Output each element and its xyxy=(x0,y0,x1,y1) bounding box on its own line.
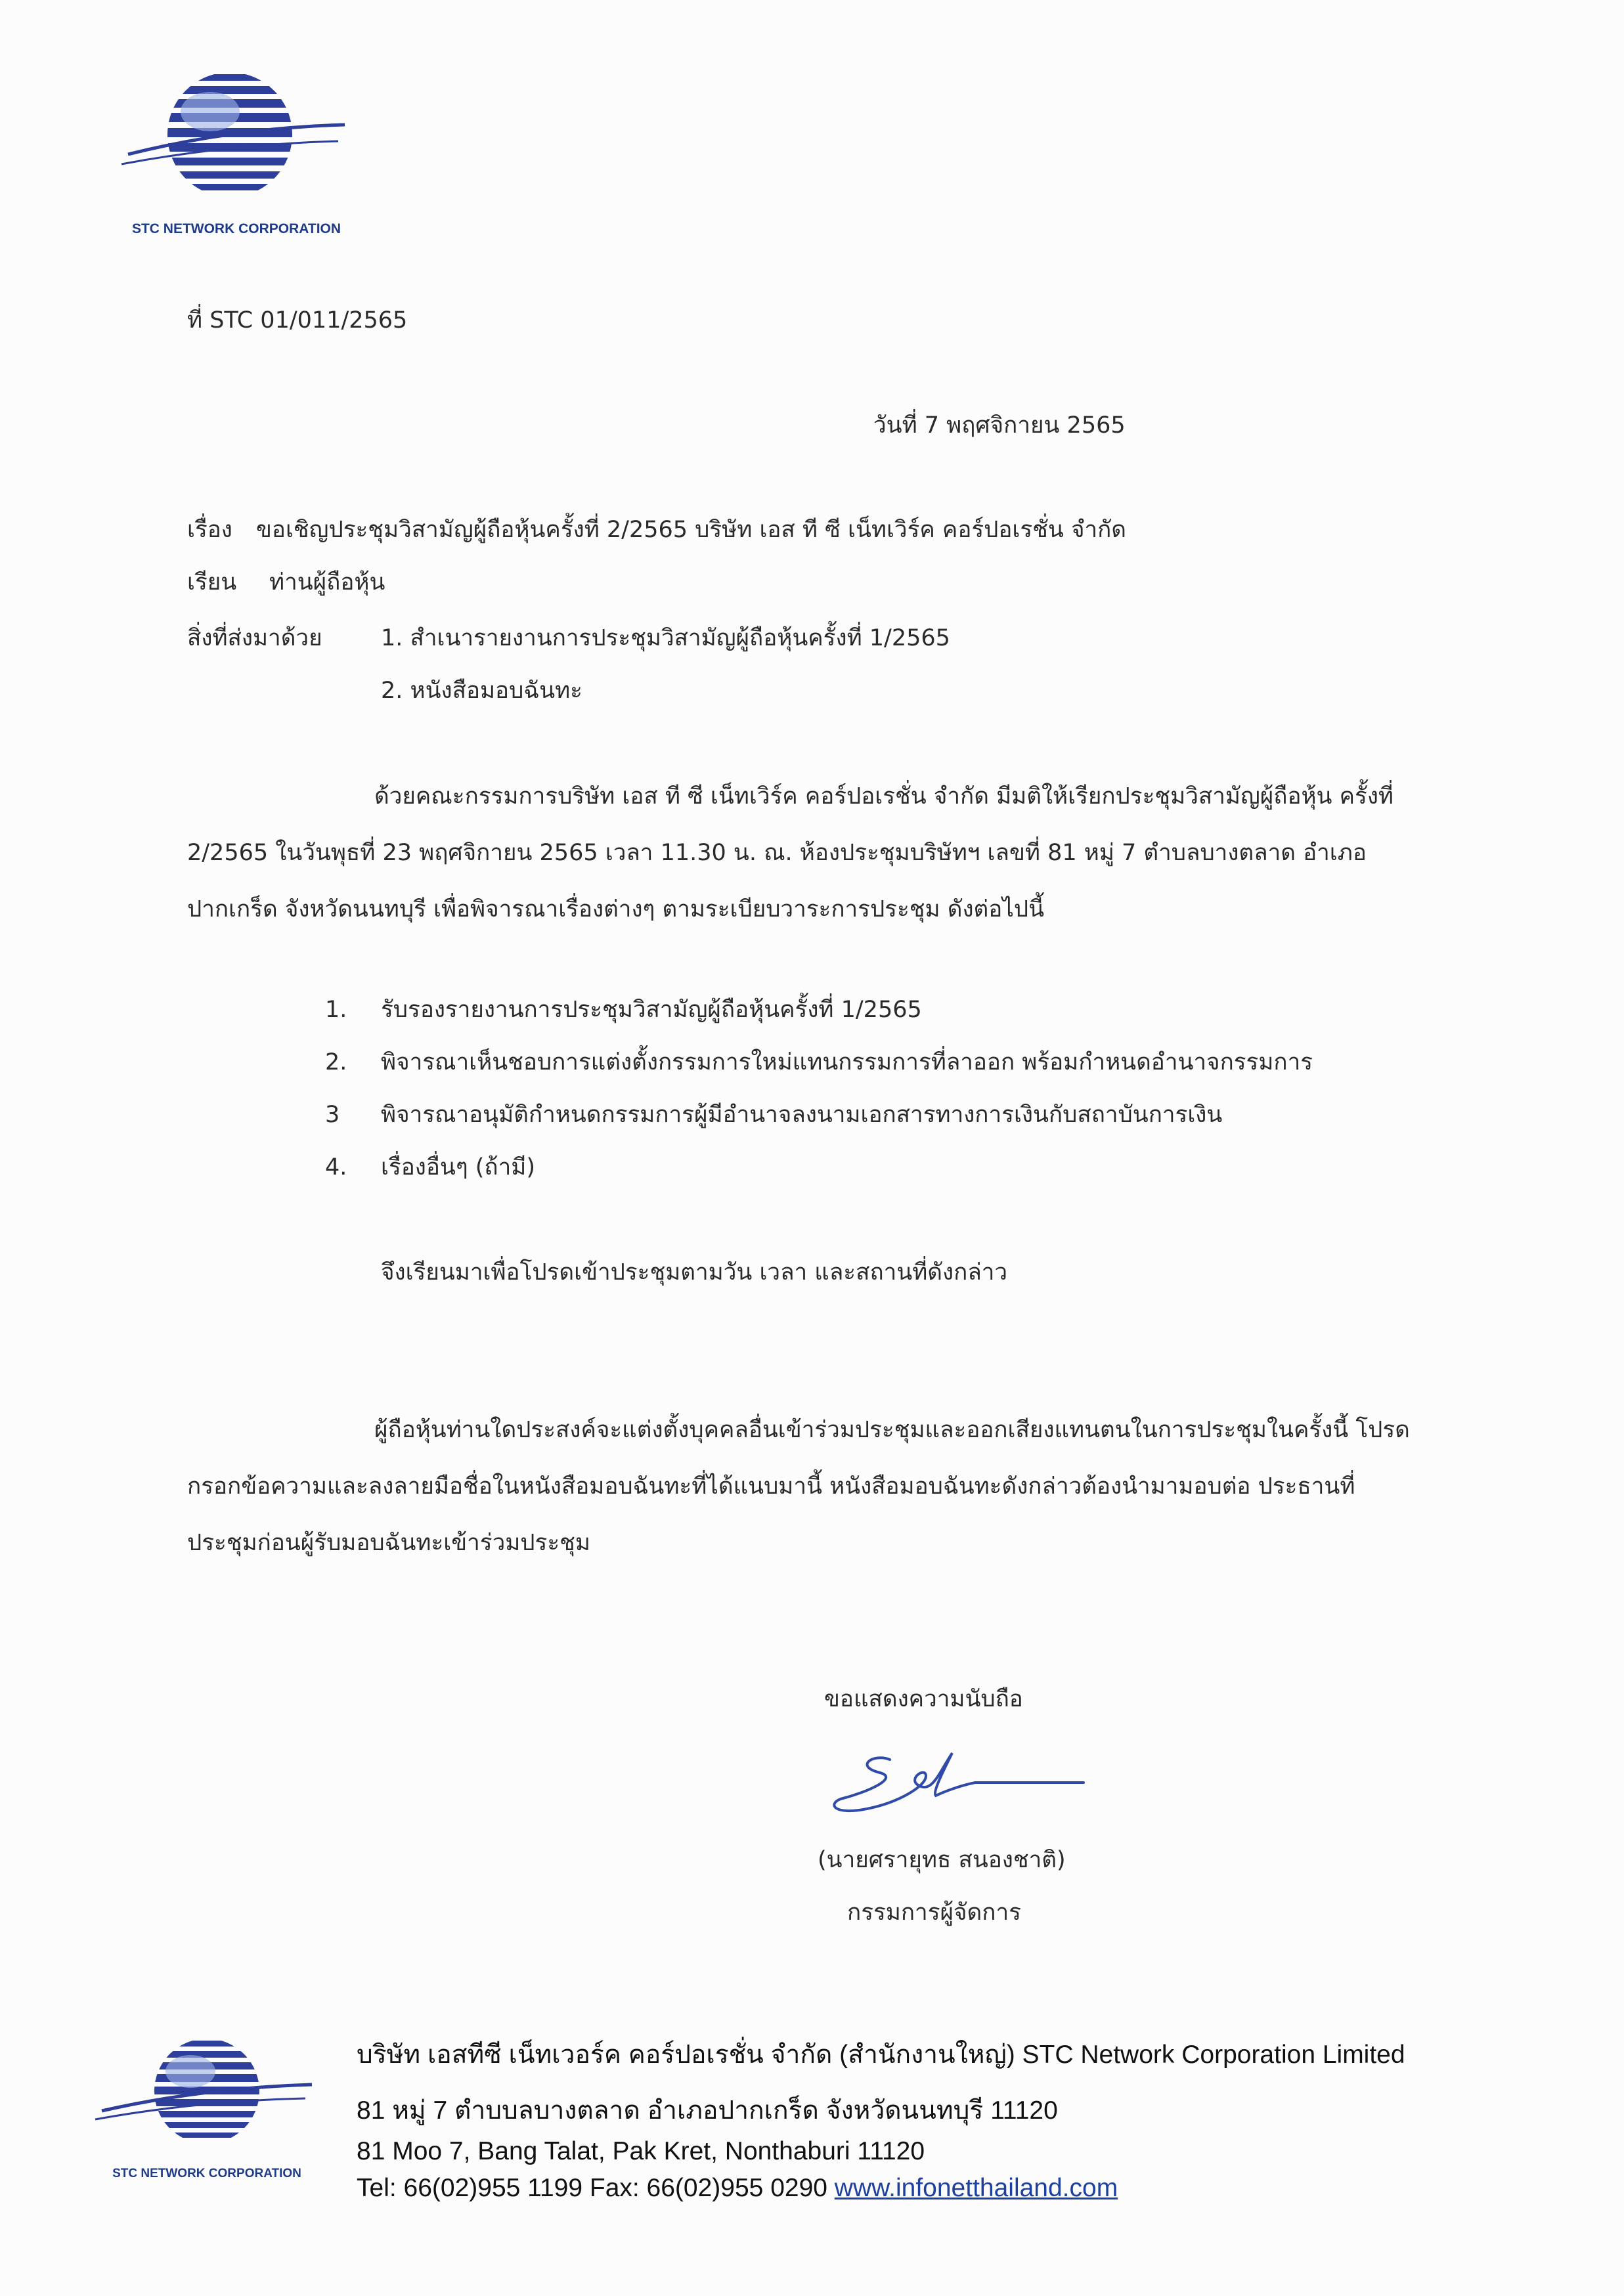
signer-name: (นายศรายุทธ สนองชาติ) xyxy=(818,1847,1066,1873)
proxy-paragraph xyxy=(187,1402,1422,1571)
reference-number: ที่ STC 01/011/2565 xyxy=(187,307,408,334)
to-text: ท่านผู้ถือหุ้น xyxy=(269,569,385,596)
globe-logo-icon xyxy=(115,62,358,213)
signature-image xyxy=(827,1746,1090,1825)
logo-caption: STC NETWORK CORPORATION xyxy=(112,2167,301,2180)
agenda-item: รับรองรายงานการประชุมวิสามัญผู้ถือหุ้นครั้งที่ 1/2565 xyxy=(381,997,922,1023)
agenda-item: พิจารณาอนุมัติกำหนดกรรมการผู้มีอำนาจลงนามเอกสารทางการเงินกับสถาบันการเงิน xyxy=(381,1102,1223,1128)
subject-text: ขอเชิญประชุมวิสามัญผู้ถือหุ้นครั้งที่ 2/2565 บริษัท เอส ที ซี เน็ทเวิร์ค คอร์ปอเรชั่น จำกัด xyxy=(256,517,1127,543)
attachment-item: 1. สำเนารายงานการประชุมวิสามัญผู้ถือหุ้นครั้งที่ 1/2565 xyxy=(381,625,950,651)
closing-regards: ขอแสดงความนับถือ xyxy=(824,1686,1023,1712)
footer-address-en: 81 Moo 7, Bang Talat, Pak Kret, Nonthaburi 11120 xyxy=(357,2137,925,2165)
company-logo xyxy=(115,62,358,240)
footer-company: บริษัท เอสทีซี เน็ทเวอร์ค คอร์ปอเรชั่น จำกัด (สำนักงานใหญ่) STC Network Corporation Limited xyxy=(357,2041,1405,2069)
agenda-number: 2. xyxy=(325,1049,347,1075)
attachment-item: 2. หนังสือมอบฉันทะ xyxy=(381,678,582,704)
attachments-label: สิ่งที่ส่งมาด้วย xyxy=(187,625,322,651)
to-label: เรียน xyxy=(187,569,237,596)
intro-text: ด้วยคณะกรรมการบริษัท เอส ที ซี เน็ทเวิร์ค คอร์ปอเรชั่น จำกัด มีมติให้เรียกประชุมวิสามัญผู้ถือหุ้น ครั้งที่ 2/2565 ในวันพุธที่ 23 พฤศจิกายน 2565 เวลา 11.30 น. ณ. ห้องประชุมบริษัทฯ เลขที่ 81 หมู่ 7 ตำบลบางตลาด อำเภอปากเกร็ด จังหวัดนนทบุรี เพื่อพิจารณาเรื่องต่างๆ ตามระเบียบวาระการประชุม ดังต่อไปนี้ xyxy=(187,783,1394,922)
agenda-number: 1. xyxy=(325,997,347,1023)
logo-caption: STC NETWORK CORPORATION xyxy=(131,221,341,236)
footer-phone-fax: Tel: 66(02)955 1199 Fax: 66(02)955 0290 xyxy=(357,2174,827,2202)
footer-contact xyxy=(357,2174,1118,2203)
agenda-item: เรื่องอื่นๆ (ถ้ามี) xyxy=(381,1154,535,1180)
subject-label: เรื่อง xyxy=(187,517,232,543)
footer-address-th: 81 หมู่ 7 ตำบบลบางตลาด อำเภอปากเกร็ด จังหวัดนนทบุรี 11120 xyxy=(357,2096,1058,2125)
agenda-number: 4. xyxy=(325,1154,347,1180)
letter-date: วันที่ 7 พฤศจิกายน 2565 xyxy=(873,412,1126,439)
intro-paragraph xyxy=(187,768,1422,938)
agenda-item: พิจารณาเห็นชอบการแต่งตั้งกรรมการใหม่แทนกรรมการที่ลาออก พร้อมกำหนดอำนาจกรรมการ xyxy=(381,1049,1313,1075)
invitation-text: จึงเรียนมาเพื่อโปรดเข้าประชุมตามวัน เวลา และสถานที่ดังกล่าว xyxy=(381,1259,1008,1286)
signer-title: กรรมการผู้จัดการ xyxy=(847,1899,1021,1926)
agenda-number: 3 xyxy=(325,1102,340,1128)
proxy-text: ผู้ถือหุ้นท่านใดประสงค์จะแต่งตั้งบุคคลอื่นเข้าร่วมประชุมและออกเสียงแทนตนในการประชุมในครั้งนี้ โปรดกรอกข้อความและลงลายมือชื่อในหนังสือมอบฉันทะที่ได้แนบมานี้ หนังสือมอบฉันทะดังกล่าวต้องนำมามอบต่อ ประธานที่ประชุมก่อนผู้รับมอบฉันทะเข้าร่วมประชุม xyxy=(187,1417,1410,1556)
footer-logo xyxy=(92,2029,322,2186)
footer-website-link[interactable]: www.infonetthailand.com xyxy=(834,2174,1118,2202)
globe-logo-icon xyxy=(92,2029,322,2160)
